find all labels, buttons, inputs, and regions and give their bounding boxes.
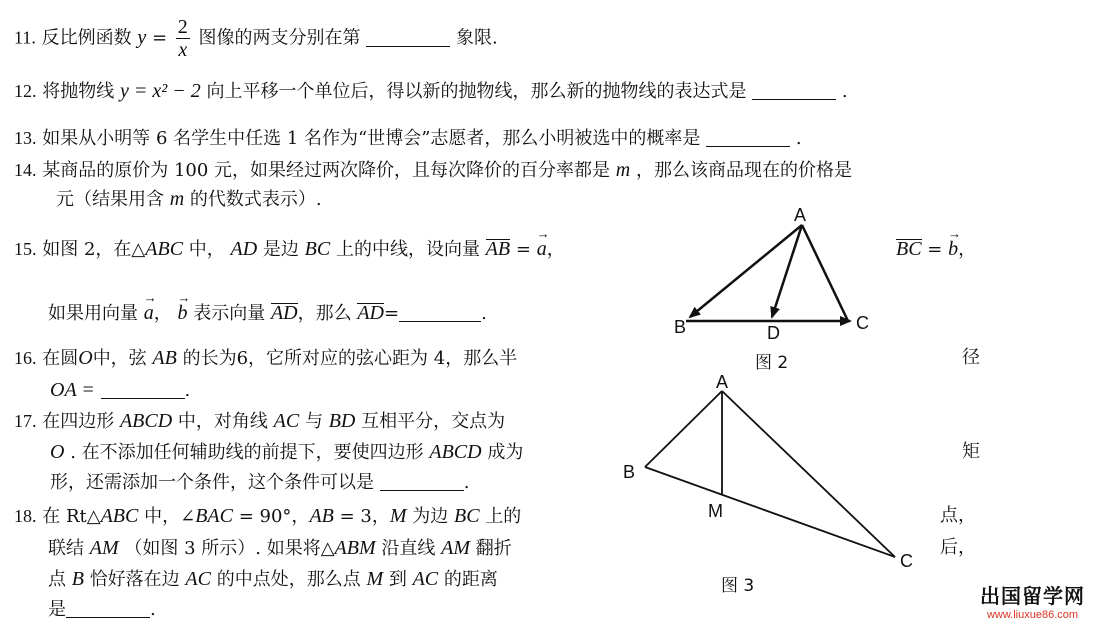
q12-text-a: 将抛物线 — [42, 81, 115, 102]
question-number: 15. — [14, 239, 37, 259]
vector-ab-arrow — [690, 225, 802, 317]
q18-am-2: AM — [441, 537, 470, 559]
question-number: 18. — [14, 506, 37, 526]
q15-bc: BC — [304, 238, 331, 260]
q18-m-2: M — [366, 568, 384, 590]
q18-line3-c: 的中点处，那么点 — [216, 569, 361, 590]
question-number: 17. — [14, 411, 37, 431]
watermark-title: 出国留学网 — [980, 584, 1085, 608]
q15-line2-c: 表示向量 — [193, 303, 266, 324]
question-11 — [14, 16, 498, 61]
question-number: 16. — [14, 348, 37, 368]
q18-text-a: 在 Rt△ — [42, 506, 101, 527]
q17-abcd-2: ABCD — [429, 441, 482, 463]
q16-far-text: 径 — [962, 347, 980, 368]
q16-line2-b: . — [184, 380, 191, 401]
q18-m: M — [389, 505, 407, 527]
q18-abm: ABM — [334, 537, 376, 559]
question-18-far1 — [940, 505, 976, 527]
q17-text-b: 中，对角线 — [177, 411, 268, 432]
question-13 — [14, 127, 802, 150]
q15-line2-d: ，那么 — [297, 303, 352, 324]
q18-ac: AC — [185, 568, 211, 590]
q18-ab: AB — [309, 505, 334, 527]
fig2-caption: 图 2 — [755, 353, 789, 373]
q18-line3-d: 到 — [388, 569, 407, 590]
q16-o: O — [78, 347, 93, 369]
segment-ac — [722, 391, 895, 557]
q14-text-b: ，那么该商品现在的价格是 — [635, 160, 852, 181]
q18-line3-e: 的距离 — [443, 569, 498, 590]
q18-text-f: 上的 — [485, 506, 522, 527]
q15-text-a: 如图 2，在△ — [42, 239, 146, 260]
q15-eq-b: = — [927, 239, 943, 260]
fig2-label-b: B — [674, 317, 687, 337]
q18-line2-d: 翻折 — [475, 538, 512, 559]
q18-far2-text: 后， — [940, 537, 976, 558]
q11-text-c: 象限. — [455, 27, 498, 49]
q18-text-b: 中，∠ — [144, 506, 196, 527]
answer-blank[interactable] — [366, 28, 450, 47]
q14-text-a: 某商品的原价为 100 元，如果经过两次降价，且每次降价的百分率都是 — [42, 160, 611, 181]
q17-line3-a: 形，还需添加一个条件，这个条件可以是 — [50, 472, 374, 493]
answer-blank[interactable] — [399, 303, 481, 322]
question-17 — [14, 410, 505, 433]
q14-m: m — [615, 159, 631, 181]
fig3-label-c: C — [900, 551, 913, 571]
q16-text-b: 中，弦 — [92, 348, 147, 369]
question-14 — [14, 159, 852, 182]
q15-text-b: 中， — [188, 239, 225, 260]
q17-line2-d: 成为 — [487, 442, 524, 463]
question-17-line2 — [50, 441, 523, 464]
answer-blank[interactable] — [66, 599, 150, 618]
q17-abcd: ABCD — [119, 410, 173, 432]
q17-o: O — [50, 441, 65, 463]
q11-numerator: 2 — [177, 16, 188, 38]
fig2-label-a: A — [794, 205, 807, 225]
q15-vector-ab: AB — [485, 238, 511, 260]
q14-line2-b: 的代数式表示）. — [189, 189, 322, 210]
q18-text-d: = 3， — [339, 506, 390, 527]
q18-text-e: 为边 — [412, 506, 449, 527]
question-18-far2 — [940, 537, 976, 559]
q18-line2-a: 联结 — [48, 538, 84, 559]
q16-oa: OA = — [50, 379, 95, 401]
q15-vector-b-2: → b — [177, 302, 187, 324]
question-17-far — [962, 441, 980, 463]
q15-line2-f: . — [481, 303, 487, 324]
q15-line2-a: 如果用向量 — [48, 303, 138, 324]
q17-text-d: 互相平分，交点为 — [361, 411, 506, 432]
q17-line3-b: . — [463, 472, 470, 493]
q18-line4-a: 是 — [48, 599, 66, 620]
q15-text-e: ， — [546, 239, 565, 260]
q18-bac: BAC — [195, 505, 233, 527]
answer-blank[interactable] — [706, 128, 790, 147]
question-18-line2 — [48, 537, 512, 560]
q14-line2-a: 元（结果用含 — [56, 189, 164, 210]
q18-line3-b: 恰好落在边 — [89, 569, 180, 590]
q11-eq: = — [151, 27, 168, 49]
question-number: 14. — [14, 160, 37, 180]
q18-line3-a: 点 — [48, 569, 66, 590]
q11-fraction — [176, 16, 190, 61]
q11-text-b: 图像的两支分别在第 — [198, 27, 361, 49]
question-18-line4 — [48, 599, 156, 621]
q15-text-d: 上的中线，设向量 — [335, 239, 480, 260]
q12-text-c: . — [841, 81, 848, 102]
q18-bc: BC — [454, 505, 480, 527]
q17-text-a: 在四边形 — [42, 411, 115, 432]
segment-bc — [645, 467, 895, 557]
fig2-label-c: C — [856, 313, 869, 333]
question-number: 12. — [14, 81, 37, 101]
q18-line2-c: 沿直线 — [381, 538, 436, 559]
q15-vector-b: → b — [948, 238, 958, 260]
question-17-line3 — [50, 472, 469, 494]
question-15-right — [896, 238, 976, 261]
q13-text-a: 如果从小明等 6 名学生中任选 1 名作为“世博会”志愿者，那么小明被选中的概率是 — [42, 128, 701, 149]
fig3-label-m: M — [708, 501, 723, 521]
q18-b: B — [71, 568, 84, 590]
q15-text-f: ， — [958, 239, 977, 260]
watermark-url: www.liuxue86.com — [986, 609, 1079, 621]
q15-line2-e: = — [384, 303, 400, 324]
q15-vector-ad: AD — [270, 302, 298, 324]
q16-text-c: 的长为6，它所对应的弦心距为 4，那么半 — [182, 348, 518, 369]
question-16-far — [962, 347, 980, 369]
figure-3-diagram — [630, 380, 910, 570]
q18-ac-2: AC — [412, 568, 439, 590]
q15-vector-a-2: → a — [144, 302, 154, 324]
q15-ad: AD — [230, 238, 258, 260]
question-16 — [14, 347, 517, 370]
q16-text-a: 在圆 — [42, 348, 79, 369]
segment-ac — [802, 225, 848, 321]
q11-denominator: x — [178, 39, 188, 61]
q11-text-a: 反比例函数 — [41, 27, 132, 49]
answer-blank[interactable] — [101, 380, 185, 399]
q18-am: AM — [89, 537, 119, 559]
q15-vector-a: → a — [537, 238, 547, 260]
q17-far-text: 矩 — [962, 441, 980, 462]
q12-text-b: 向上平移一个单位后，得以新的抛物线，那么新的抛物线的表达式是 — [206, 81, 747, 102]
question-18-line3 — [48, 568, 498, 591]
q18-line2-b: （如图 3 所示）. 如果将△ — [124, 538, 335, 559]
fig3-label-b: B — [623, 462, 636, 482]
q15-vector-bc: BC — [896, 238, 922, 260]
q18-text-c: = 90°， — [238, 506, 310, 527]
question-18 — [14, 505, 521, 528]
q12-expression: y = x² − 2 — [119, 80, 201, 102]
fig3-caption: 图 3 — [721, 576, 755, 596]
q15-text-c: 是边 — [262, 239, 299, 260]
question-14-line2 — [56, 188, 322, 211]
answer-blank[interactable] — [380, 472, 464, 491]
fig2-label-d: D — [767, 323, 780, 343]
q17-bd: BD — [328, 410, 356, 432]
q17-text-c: 与 — [304, 411, 323, 432]
question-16-line2 — [50, 379, 190, 402]
q18-far1-text: 点， — [940, 505, 976, 526]
q14-m-2: m — [169, 188, 185, 210]
answer-blank[interactable] — [752, 81, 836, 100]
question-15-line2 — [48, 302, 487, 325]
q13-text-c: . — [795, 128, 802, 149]
q15-line2-b: ， — [153, 303, 172, 324]
q18-abc: ABC — [100, 505, 139, 527]
segment-ab — [645, 391, 722, 467]
fig3-label-a: A — [716, 372, 729, 392]
question-12 — [14, 80, 848, 103]
q15-abc: ABC — [145, 238, 184, 260]
q18-line4-b: . — [150, 599, 156, 620]
q15-eq-a: = — [515, 239, 531, 260]
q16-ab: AB — [152, 347, 177, 369]
watermark-logo — [980, 580, 1085, 621]
q17-line2-b: . 在不添加任何辅助线的前提下，要使四边形 — [70, 442, 424, 463]
question-number: 13. — [14, 128, 37, 148]
q15-vector-ad-2: AD — [357, 302, 385, 324]
q17-ac: AC — [273, 410, 300, 432]
question-number: 11. — [14, 27, 36, 48]
q11-y: y — [137, 26, 147, 49]
question-15 — [14, 238, 565, 261]
